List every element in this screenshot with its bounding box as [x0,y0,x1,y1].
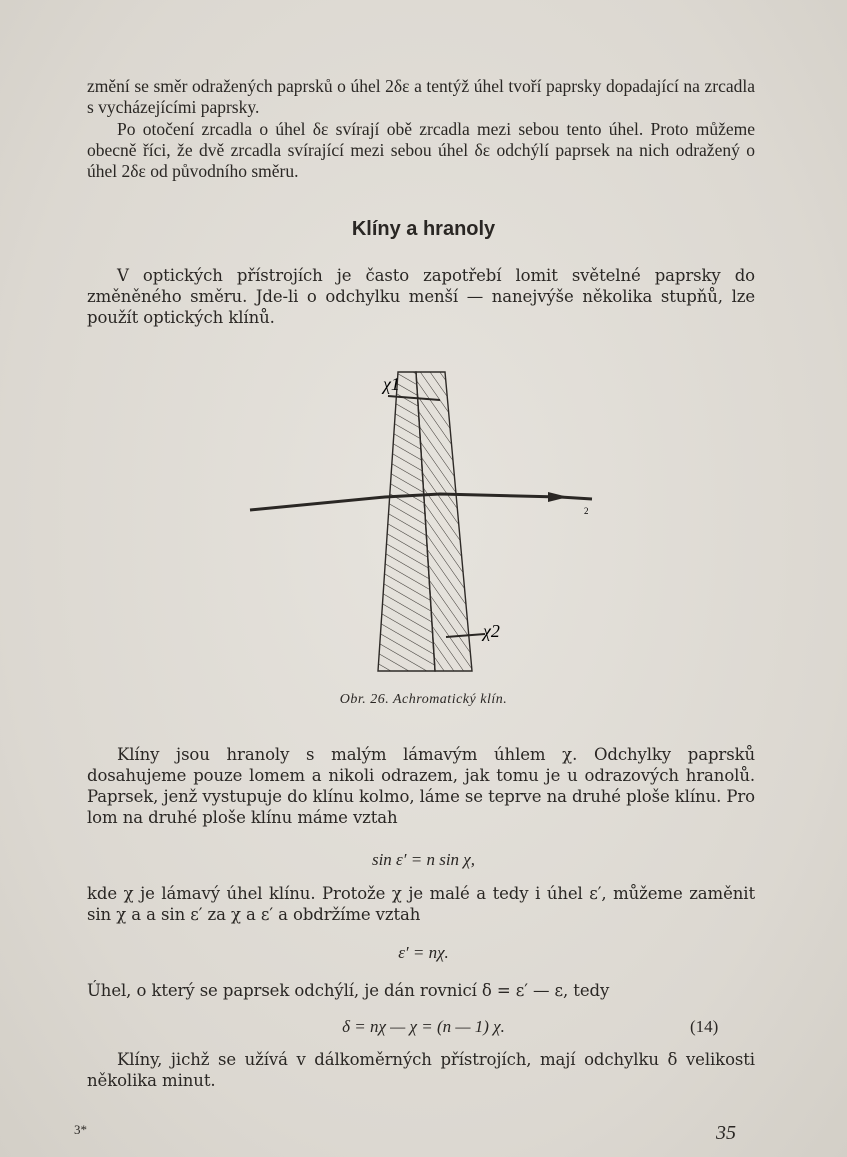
section-heading: Klíny a hranoly [351,218,496,240]
paragraph-rangefinder: Klíny, jichž se užívá v dálkoměrných přístrojích, mají odchylku δ velikosti několika minut. [87,1050,755,1090]
label-chi-2: χ2 [483,621,500,641]
intro-text [87,76,755,182]
paragraph-wedges-definition: Klíny jsou hranoly s malým lámavým úhlem χ. Odchylky paprsků dosahujeme pouze lomem a nikoli odrazem, jak tomu je u odrazových hranolů. Paprsek, jenž vystupuje do klínu kolmo, láme se teprve na druhé ploše klínu. Pro lom na druhé ploše klínu máme vztah [87,745,755,827]
ray-arrowhead [548,492,568,502]
equation-snell: sin ε′ = n sin χ, [371,850,476,869]
page-number: 35 [716,1122,736,1144]
paragraph-wedges-intro: V optických přístrojích je často zapotřebí lomit světelné paprsky do změněného směru. Jde-li o odchylku menší — nanejvýše několika stupňů, lze použít optických klínů. [87,266,755,327]
signature-mark: 3* [74,1122,87,1137]
label-ray-index: 2 [584,506,589,516]
equation-small-angle: ε′ = nχ. [398,943,449,962]
intro-paragraph-2: Po otočení zrcadla o úhel δε svírají obě zrcadla mezi sebou tento úhel. Proto můžeme obecně říci, že dvě zrcadla svírající mezi sebou úhel δε odchýlí paprsek na nich odražený o úhel 2δε od původního směru. [87,119,755,181]
equation-number: (14) [690,1017,719,1036]
paragraph-small-angle: kde χ je lámavý úhel klínu. Protože χ je malé a tedy i úhel ε′, můžeme zaměnit sin χ a a sin ε′ za χ a ε′ a obdržíme vztah [87,884,755,924]
label-chi-1: χ1 [383,374,400,394]
figure-caption: Obr. 26. Achromatický klín. [339,692,508,707]
achromatic-wedge-figure [240,366,610,676]
intro-paragraph-1: změní se směr odražených paprsků o úhel 2δε a tentýž úhel tvoří paprsky dopadající na zrcadla s vycházejícími paprsky. [87,76,755,117]
paragraph-deviation: Úhel, o který se paprsek odchýlí, je dán rovnicí δ = ε′ — ε, tedy [87,981,610,1000]
equation-deviation: δ = nχ — χ = (n — 1) χ. [342,1017,505,1036]
